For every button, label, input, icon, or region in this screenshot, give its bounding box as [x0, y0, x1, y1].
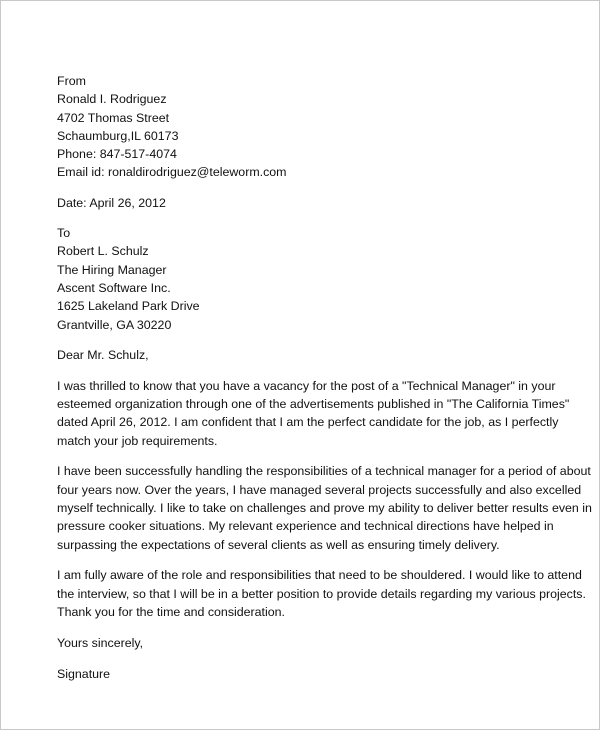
body-paragraph-1 — [57, 377, 570, 450]
paragraph-line: I am fully aware of the role and responsibilities that need to be shouldered. I would like to attend — [57, 568, 582, 583]
sender-name: Ronald I. Rodriguez — [57, 92, 167, 107]
recipient-block — [57, 224, 547, 334]
paragraph-line: Thank you for the time and consideration. — [57, 604, 285, 619]
cover-letter — [57, 72, 592, 683]
paragraph-line: four years now. Over the years, I have managed several projects successfully and also excelled — [57, 482, 582, 497]
paragraph-line: pressure cooker situations. My relevant experience and technical directions have helped in — [57, 519, 554, 534]
sender-city: Schaumburg,IL 60173 — [57, 128, 179, 143]
sender-email: Email id: ronaldirodriguez@teleworm.com — [57, 165, 287, 180]
recipient-street: 1625 Lakeland Park Drive — [57, 299, 200, 314]
paragraph-line: dated April 26, 2012. I am confident that I am the perfect candidate for the job, as I perfectly — [57, 415, 559, 430]
recipient-name: Robert L. Schulz — [57, 244, 149, 259]
body-paragraph-2 — [57, 462, 592, 553]
sender-phone: Phone: 847-517-4074 — [57, 147, 177, 162]
letter-date: Date: April 26, 2012 — [57, 195, 166, 210]
to-label: To — [57, 226, 71, 241]
paragraph-line: I have been successfully handling the responsibilities of a technical manager for a period of about — [57, 464, 591, 479]
paragraph-line: the interview, so that I will be in a better position to provide details regarding my various projects. — [57, 586, 586, 601]
recipient-city: Grantville, GA 30220 — [57, 317, 172, 332]
recipient-title: The Hiring Manager — [57, 262, 167, 277]
paragraph-line: match your job requirements. — [57, 433, 218, 448]
closing: Yours sincerely, — [57, 635, 144, 650]
paragraph-line: surpassing the expectations of several clients as well as ensuring timely delivery. — [57, 537, 500, 552]
sender-block — [57, 72, 547, 182]
body-paragraph-3 — [57, 566, 586, 621]
signature: Signature — [57, 666, 111, 681]
paragraph-line: esteemed organization through one of the advertisements published in "The California Times" — [57, 396, 570, 411]
salutation: Dear Mr. Schulz, — [57, 347, 149, 362]
recipient-company: Ascent Software Inc. — [57, 280, 171, 295]
sender-street: 4702 Thomas Street — [57, 110, 170, 125]
paragraph-line: myself technically. I like to take on challenges and prove my ability to deliver better results even in — [57, 500, 592, 515]
paragraph-line: I was thrilled to know that you have a vacancy for the post of a "Technical Manager" in your — [57, 378, 556, 393]
from-label: From — [57, 74, 86, 88]
